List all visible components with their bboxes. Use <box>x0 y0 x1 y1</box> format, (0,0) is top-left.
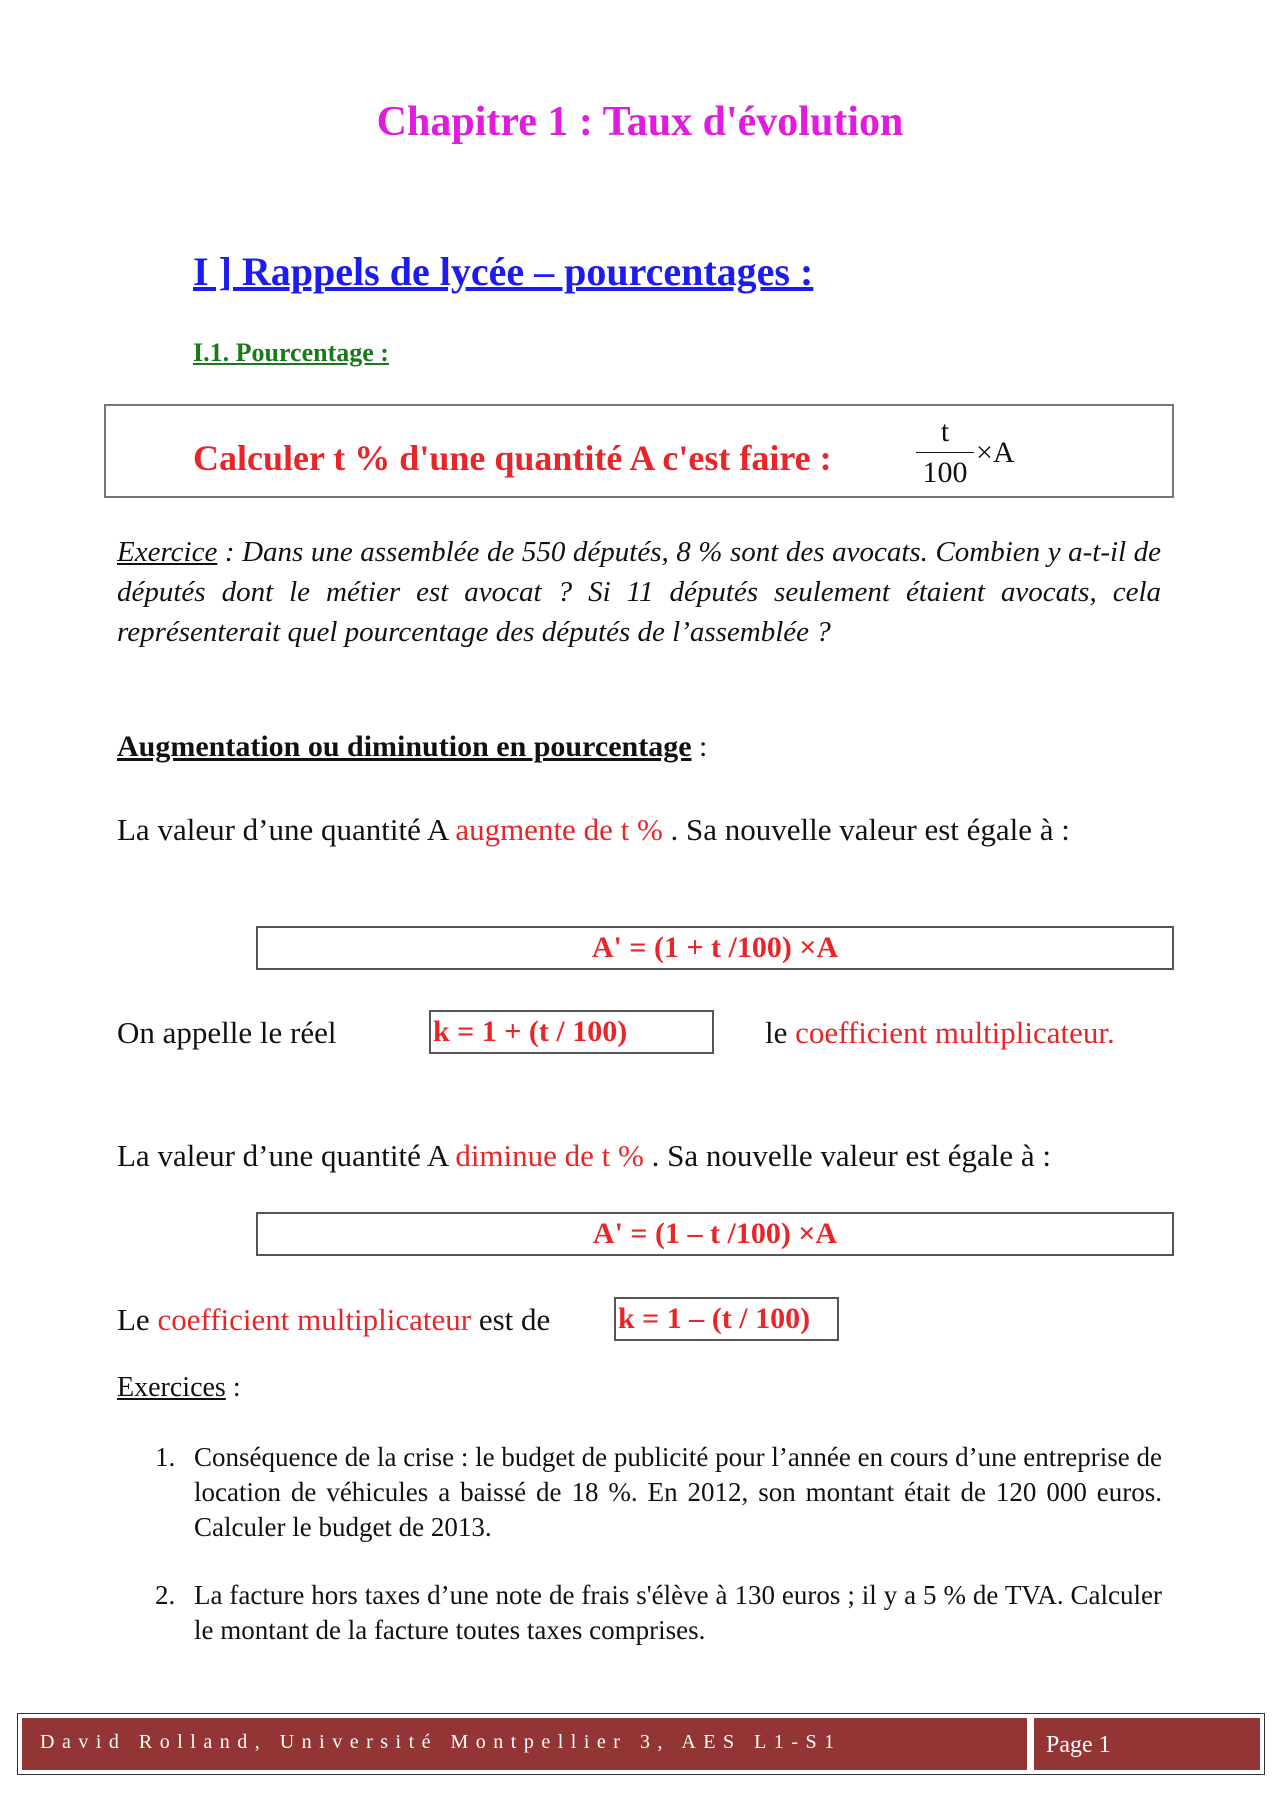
exercise-item-number: 2. <box>155 1580 176 1610</box>
footer-page-number: Page 1 <box>1034 1718 1260 1770</box>
diminution-line-end: . Sa nouvelle valeur est égale à : <box>643 1138 1052 1173</box>
augmentation-coefficient-formula: k = 1 + (t / 100) <box>429 1010 714 1054</box>
augmentation-highlight: augmente de t % <box>455 812 663 847</box>
exercises-heading-colon: : <box>225 1372 241 1403</box>
exercise-item-number: 1. <box>155 1442 176 1472</box>
footer-author: David Rolland, Université Montpellier 3, AES L1-S1 <box>22 1718 1027 1770</box>
fraction-denominator: 100 <box>922 456 968 489</box>
diminution-coef-term: coefficient multiplicateur <box>157 1302 472 1337</box>
percentage-fraction <box>912 414 978 491</box>
coefficient-term: coefficient multiplicateur. <box>795 1015 1115 1050</box>
exercise-item: La facture hors taxes d’une note de frais s'élève à 130 euros ; il y a 5 % de TVA. Calculer le montant de la facture toutes taxes comprises. <box>194 1580 1162 1645</box>
diminution-coefficient-sentence <box>117 1302 550 1338</box>
exercises-heading-text: Exercices <box>117 1372 226 1403</box>
section-title: I ] Rappels de lycée – pourcentages : <box>193 249 814 294</box>
fraction-multiplier: ×A <box>976 436 1015 469</box>
augmentation-heading-text: Augmentation ou diminution en pourcentage <box>117 730 692 763</box>
diminution-line-start: La valeur d’une quantité A <box>117 1138 456 1173</box>
diminution-line <box>117 1138 1051 1174</box>
augmentation-line-start: La valeur d’une quantité A <box>117 812 456 847</box>
exercise-paragraph <box>117 532 1161 652</box>
reel-label: On appelle le réel <box>117 1015 337 1050</box>
diminution-formula: A' = (1 – t /100) ×A <box>256 1212 1174 1256</box>
exercises-heading <box>117 1372 241 1404</box>
chapter-title: Chapitre 1 : Taux d'évolution <box>376 99 904 145</box>
augmentation-line <box>117 810 1163 850</box>
augmentation-line-end: . Sa nouvelle valeur est égale à : <box>662 812 1070 847</box>
fraction-bar <box>916 452 974 453</box>
fraction-numerator: t <box>940 415 950 448</box>
augmentation-heading-colon: : <box>691 730 708 763</box>
diminution-highlight: diminue de t % <box>455 1138 644 1173</box>
diminution-coef-suffix: est de <box>471 1302 551 1337</box>
augmentation-formula: A' = (1 + t /100) ×A <box>256 926 1174 970</box>
diminution-coefficient-formula: k = 1 – (t / 100) <box>614 1297 839 1341</box>
subsection-title: I.1. Pourcentage : <box>193 338 389 367</box>
exercise-label: Exercice <box>117 536 218 568</box>
augmentation-heading <box>117 730 707 764</box>
exercise-text: : Dans une assemblée de 550 députés, 8 % sont des avocats. Combien y a-t-il de députés dont le métier est avocat ? Si 11 députés seulement étaient avocats, cela représenterait quel pourcentage des députés de l’assemblée ? <box>117 536 1161 648</box>
exercise-item: Conséquence de la crise : le budget de publicité pour l’année en cours d’une entreprise de location de véhicules a baissé de 18 %. En 2012, son montant était de 120 000 euros. Calculer le budget de 2013. <box>194 1442 1162 1542</box>
diminution-coef-prefix: Le <box>117 1302 158 1337</box>
definition-text: Calculer t % d'une quantité A c'est faire : <box>193 438 832 478</box>
augmentation-coefficient-label <box>765 1015 1115 1051</box>
coefficient-prefix: le <box>765 1015 796 1050</box>
